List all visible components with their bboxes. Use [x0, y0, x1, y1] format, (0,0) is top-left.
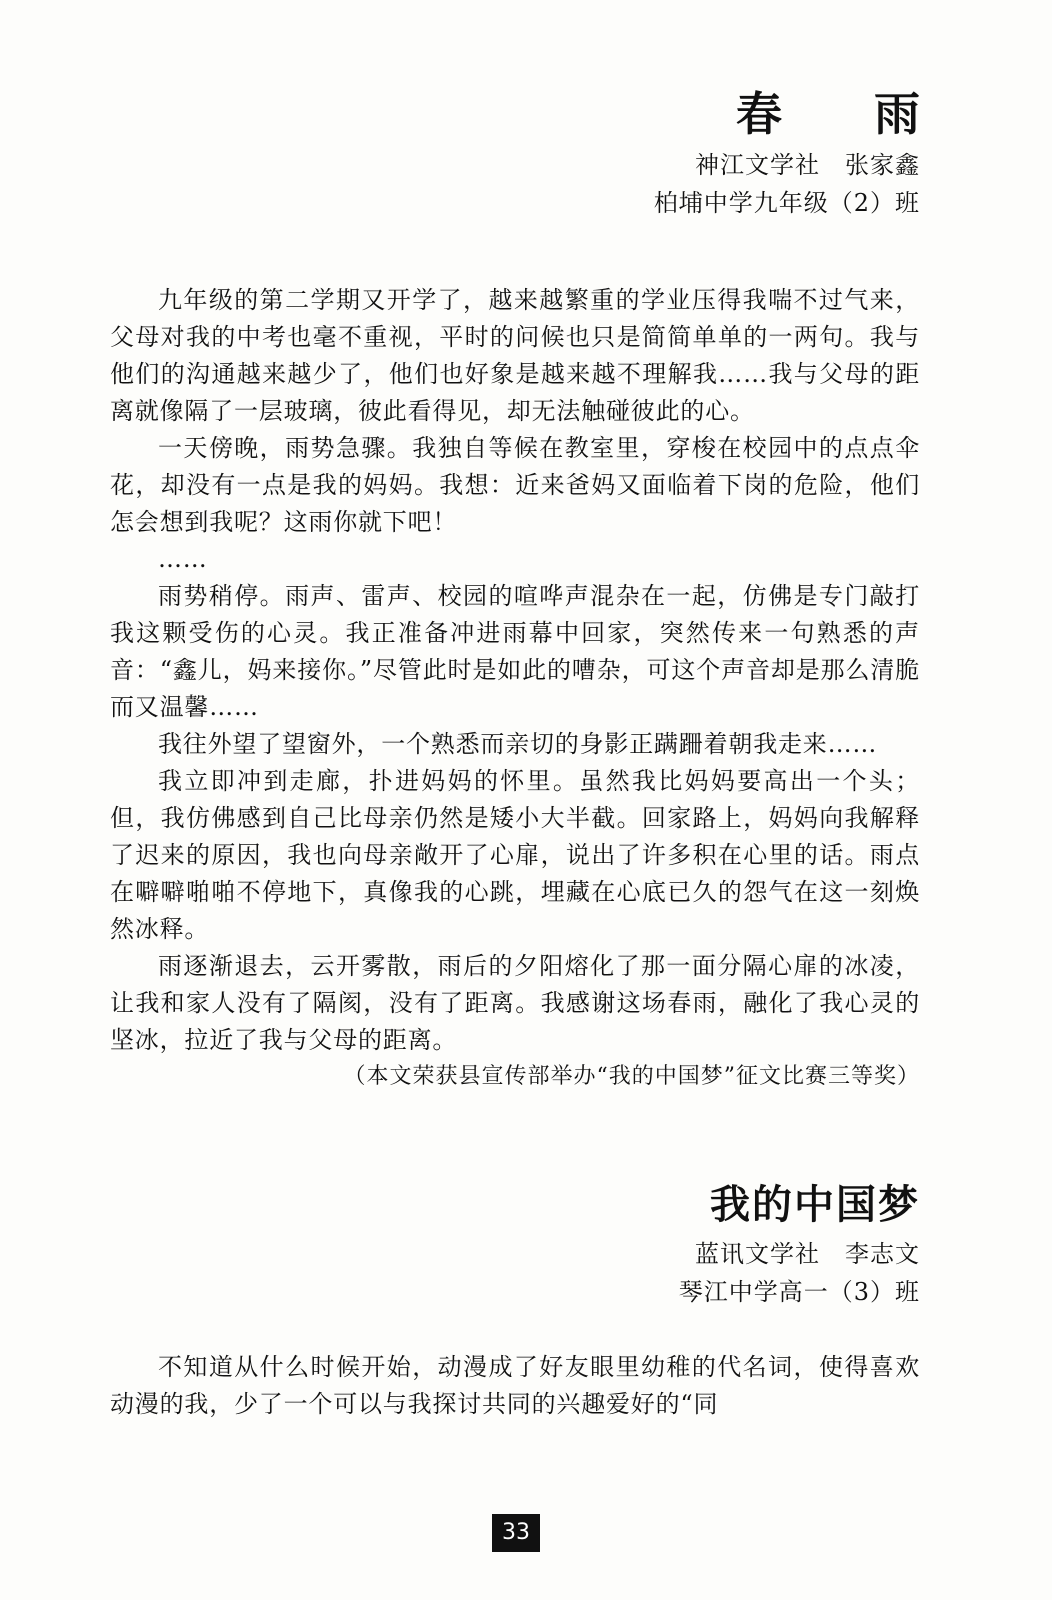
paragraph: 我往外望了望窗外，一个熟悉而亲切的身影正蹒跚着朝我走来…… — [158, 730, 878, 758]
paragraph: 不知道从什么时候开始，动漫成了好友眼里幼稚的代名词，使得喜欢动漫的我，少了一个可以与我探讨共同的兴趣爱好的“同 — [110, 1353, 920, 1418]
paragraph: 九年级的第二学期又开学了，越来越繁重的学业压得我喘不过气来，父母对我的中考也毫不重视，平时的问候也只是简简单单的一两句。我与他们的沟通越来越少了，他们也好象是越来越不理解我……我与父母的距离就像隔了一层玻璃，彼此看得见，却无法触碰彼此的心。 — [110, 286, 920, 425]
paragraph: 一天傍晚，雨势急骤。我独自等候在教室里，穿梭在校园中的点点伞花，却没有一点是我的妈妈。我想：近来爸妈又面临着下岗的危险，他们怎会想到我呢？这雨你就下吧！ — [110, 434, 920, 536]
page-content — [110, 80, 958, 1423]
article2-header — [110, 1175, 920, 1311]
article2-class: 琴江中学高一（3）班 — [678, 1278, 920, 1306]
paragraph: 雨势稍停。雨声、雷声、校园的喧哗声混杂在一起，仿佛是专门敲打我这颗受伤的心灵。我正准备冲进雨幕中回家，突然传来一句熟悉的声音：“鑫儿，妈来接你。”尽管此时是如此的嘈杂，可这个声音却是那么清脆而又温馨…… — [110, 582, 920, 721]
article2-body — [110, 1349, 920, 1423]
paragraph-ellipsis: …… — [158, 545, 208, 573]
article2-author: 蓝讯文学社 李志文 — [695, 1240, 920, 1268]
paragraph: 雨逐渐退去，云开雾散，雨后的夕阳熔化了那一面分隔心扉的冰凌，让我和家人没有了隔阂，没有了距离。我感谢这场春雨，融化了我心灵的坚冰，拉近了我与父母的距离。 — [110, 952, 920, 1054]
page-number: 33 — [492, 1514, 540, 1552]
article2-title: 我的中国梦 — [710, 1182, 920, 1228]
article1-body — [110, 282, 920, 1059]
article1-class: 柏埔中学九年级（2）班 — [653, 189, 920, 217]
award-note: （本文荣获县宣传部举办“我的中国梦”征文比赛三等奖） — [343, 1064, 920, 1089]
paragraph: 我立即冲到走廊，扑进妈妈的怀里。虽然我比妈妈要高出一个头；但，我仿佛感到自己比母亲仍然是矮小大半截。回家路上，妈妈向我解释了迟来的原因，我也向母亲敞开了心扉，说出了许多积在心里的话。雨点在噼噼啪啪不停地下，真像我的心跳，埋藏在心底已久的怨气在这一刻焕然冰释。 — [110, 767, 920, 943]
article1-header — [110, 82, 958, 222]
article1-title: 春 雨 — [735, 87, 958, 141]
article1-author: 神江文学社 张家鑫 — [695, 151, 920, 179]
